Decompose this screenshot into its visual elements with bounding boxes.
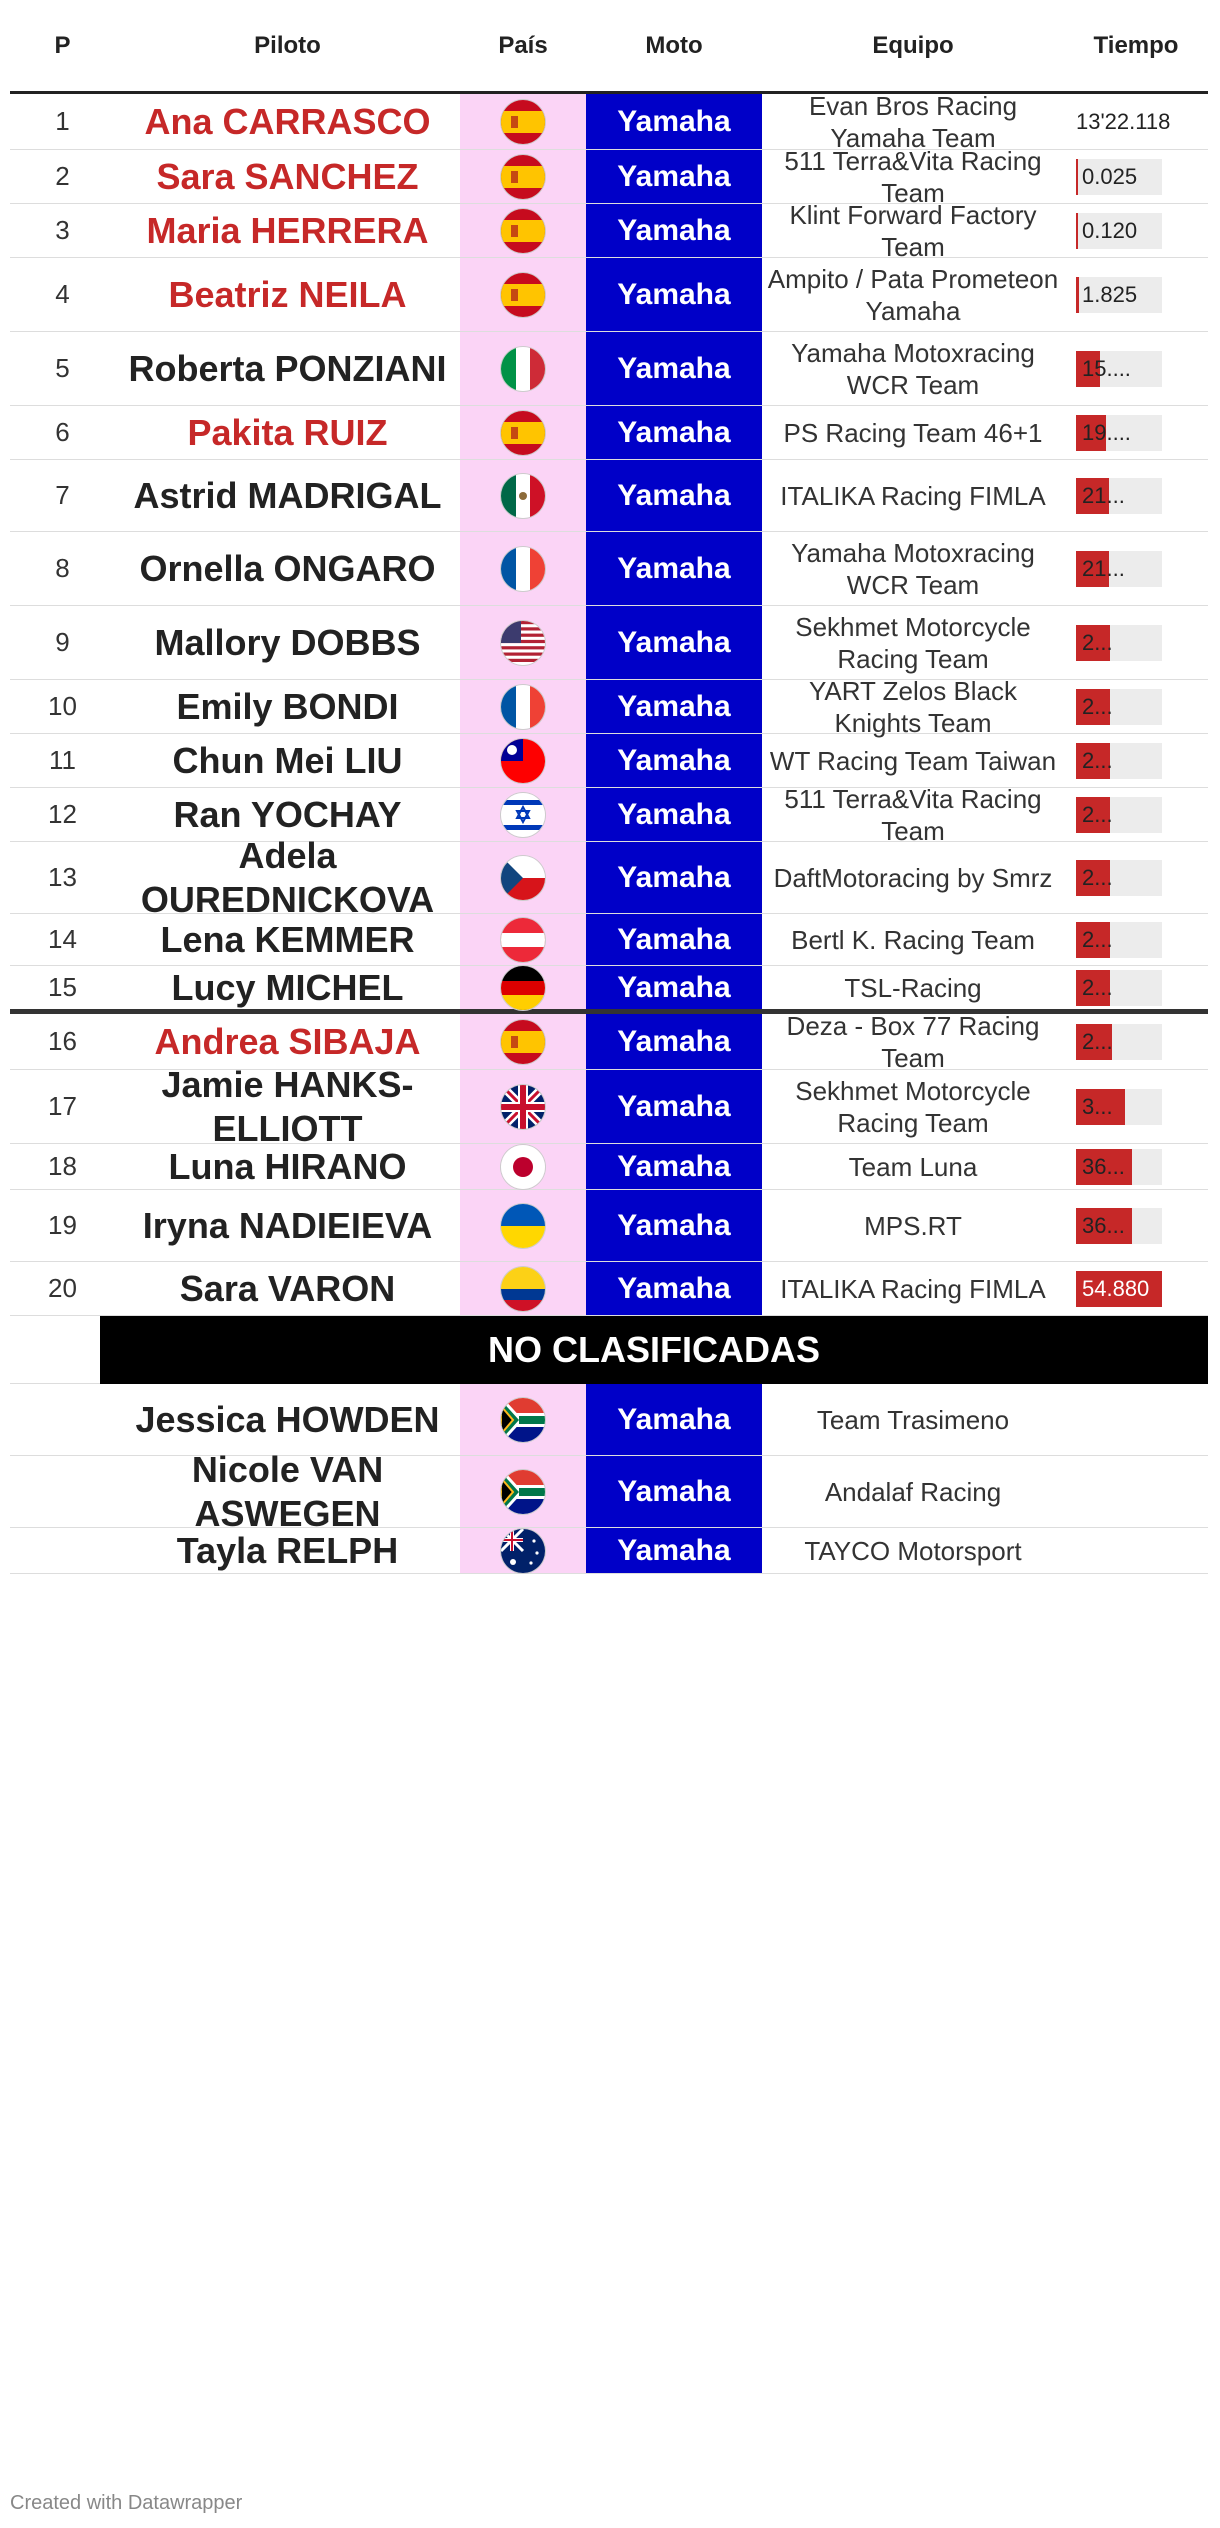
time-gap-bar	[1076, 1271, 1162, 1307]
country-cell	[460, 406, 586, 459]
france-flag-icon	[501, 547, 545, 591]
team-cell: Team Luna	[848, 1151, 978, 1182]
time-cell	[1064, 966, 1208, 1009]
bike-cell: Yamaha	[586, 150, 762, 203]
time-gap-bar	[1076, 1149, 1162, 1185]
team-cell: ITALIKA Racing FIMLA	[780, 480, 1046, 511]
time-cell	[1064, 258, 1208, 331]
rider-name: Pakita RUIZ	[187, 411, 388, 453]
time-gap-bar	[1076, 478, 1162, 514]
bike-cell: Yamaha	[586, 204, 762, 257]
time-value: 2...	[1082, 747, 1113, 773]
team-cell: 511 Terra&Vita Racing Team	[784, 145, 1042, 208]
bike-cell: Yamaha	[586, 788, 762, 841]
rider-name: Chun Mei LIU	[172, 739, 403, 781]
table-row	[10, 460, 1208, 532]
team-cell: Sekhmet Motorcycle Racing Team	[795, 1075, 1031, 1138]
time-gap-bar	[1076, 213, 1162, 249]
time-cell	[1064, 406, 1208, 459]
rider-name: Sara SANCHEZ	[156, 155, 419, 197]
rider-name: Mallory DOBBS	[154, 621, 421, 663]
country-cell	[460, 1262, 586, 1315]
spain-flag-icon	[501, 411, 545, 455]
colombia-flag-icon	[501, 1267, 545, 1311]
header-country[interactable]: País	[498, 31, 548, 59]
table-row	[10, 966, 1208, 1014]
position-cell: 9	[55, 627, 70, 657]
time-cell	[1064, 532, 1208, 605]
rider-name: Tayla RELPH	[176, 1529, 399, 1571]
time-gap-bar	[1076, 743, 1162, 779]
rider-name: Ran YOCHAY	[173, 793, 402, 835]
bike-cell: Yamaha	[586, 842, 762, 913]
team-cell: Ampito / Pata Prometeon Yamaha	[767, 263, 1059, 326]
time-value: 0.025	[1082, 163, 1138, 189]
time-cell	[1064, 1014, 1208, 1069]
header-position[interactable]: P	[54, 31, 71, 59]
time-value: 2...	[1082, 801, 1113, 827]
team-cell: Andalaf Racing	[824, 1476, 1002, 1507]
team-cell: Evan Bros Racing Yamaha Team	[808, 90, 1018, 153]
country-cell	[460, 1528, 586, 1573]
mexico-flag-icon	[501, 474, 545, 518]
position-cell: 4	[55, 279, 70, 309]
spain-flag-icon	[501, 1020, 545, 1064]
rider-name: Adela OUREDNICKOVA	[140, 834, 435, 920]
time-gap-bar	[1076, 159, 1162, 195]
time-value: 3...	[1082, 1093, 1113, 1119]
bike-cell: Yamaha	[586, 1190, 762, 1261]
time-cell	[1064, 460, 1208, 531]
position-cell: 20	[48, 1273, 77, 1303]
country-cell	[460, 680, 586, 733]
country-cell	[460, 788, 586, 841]
table-row	[10, 258, 1208, 332]
rider-name: Maria HERRERA	[146, 209, 429, 251]
time-cell	[1064, 332, 1208, 405]
bike-cell: Yamaha	[586, 1070, 762, 1143]
time-value: 21...	[1082, 555, 1125, 581]
bike-cell: Yamaha	[586, 734, 762, 787]
bike-cell: Yamaha	[586, 1384, 762, 1455]
country-cell	[460, 1384, 586, 1455]
time-gap-bar	[1076, 922, 1162, 958]
header-rider[interactable]: Piloto	[254, 31, 321, 59]
table-row	[10, 675, 1208, 738]
position-cell: 12	[48, 799, 77, 829]
header-team[interactable]: Equipo	[872, 31, 954, 59]
time-cell	[1064, 788, 1208, 841]
country-cell	[460, 1456, 586, 1527]
table-row	[10, 532, 1208, 606]
table-row	[10, 1384, 1208, 1456]
time-gap-bar	[1076, 415, 1162, 451]
bike-cell: Yamaha	[586, 258, 762, 331]
position-cell: 5	[55, 353, 70, 383]
rider-name: Lucy MICHEL	[171, 966, 404, 1008]
australia-flag-icon	[501, 1529, 545, 1573]
rider-name: Ana CARRASCO	[144, 100, 431, 142]
bike-cell: Yamaha	[586, 966, 762, 1009]
time-value: 0.120	[1082, 217, 1138, 243]
bike-cell: Yamaha	[586, 1456, 762, 1527]
country-cell	[460, 532, 586, 605]
team-cell: Team Trasimeno	[816, 1404, 1010, 1435]
bike-cell: Yamaha	[586, 914, 762, 965]
team-cell: ITALIKA Racing FIMLA	[780, 1273, 1046, 1304]
country-cell	[460, 94, 586, 149]
time-value: 1.825	[1082, 281, 1138, 307]
team-cell: Sekhmet Motorcycle Racing Team	[795, 611, 1031, 674]
team-cell: Yamaha Motoxracing WCR Team	[791, 537, 1035, 600]
position-cell: 6	[55, 417, 70, 447]
time-cell	[1064, 734, 1208, 787]
rider-name: Roberta PONZIANI	[128, 347, 447, 389]
rider-name: Beatriz NEILA	[168, 273, 407, 315]
rider-name: Sara VARON	[179, 1267, 396, 1309]
time-cell	[1064, 94, 1208, 149]
country-cell	[460, 1144, 586, 1189]
position-cell: 16	[48, 1026, 77, 1056]
time-value: 2...	[1082, 1028, 1113, 1054]
not-classified-banner	[10, 1316, 1208, 1384]
germany-flag-icon	[501, 966, 545, 1010]
bike-cell: Yamaha	[586, 94, 762, 149]
japan-flag-icon	[501, 1145, 545, 1189]
rider-name: Emily BONDI	[176, 685, 399, 727]
position-cell: 7	[55, 480, 70, 510]
time-gap-bar	[1076, 797, 1162, 833]
time-gap-bar	[1076, 625, 1162, 661]
table-row	[10, 1528, 1208, 1574]
time-cell	[1064, 1528, 1208, 1573]
time-value: 2...	[1082, 926, 1113, 952]
time-value: 36...	[1082, 1153, 1125, 1179]
country-cell	[460, 842, 586, 913]
time-gap-bar	[1076, 860, 1162, 896]
table-row	[10, 734, 1208, 788]
bike-cell: Yamaha	[586, 1262, 762, 1315]
time-gap-bar	[1076, 277, 1162, 313]
team-cell: Klint Forward Factory Team	[789, 199, 1037, 262]
spain-flag-icon	[501, 155, 545, 199]
time-cell	[1064, 842, 1208, 913]
not-classified-label: NO CLASIFICADAS	[100, 1316, 1208, 1384]
usa-flag-icon	[501, 621, 545, 665]
time-cell	[1064, 150, 1208, 203]
table-row	[10, 834, 1208, 920]
position-cell: 14	[48, 924, 77, 954]
time-value: 54.880	[1082, 1275, 1150, 1301]
bike-cell: Yamaha	[586, 460, 762, 531]
country-cell	[460, 204, 586, 257]
time-gap-bar	[1076, 551, 1162, 587]
rider-name: Jamie HANKS-ELLIOTT	[161, 1063, 414, 1149]
table-row	[10, 606, 1208, 680]
position-cell: 19	[48, 1210, 77, 1240]
country-cell	[460, 966, 586, 1009]
position-cell: 2	[55, 161, 70, 191]
time-gap-bar	[1076, 1208, 1162, 1244]
time-gap-bar	[1076, 689, 1162, 725]
team-cell: 511 Terra&Vita Racing Team	[784, 783, 1042, 846]
rider-name: Ornella ONGARO	[139, 547, 436, 589]
bike-cell: Yamaha	[586, 406, 762, 459]
header-bike[interactable]: Moto	[645, 31, 703, 59]
team-cell: TAYCO Motorsport	[804, 1535, 1022, 1566]
time-cell	[1064, 1190, 1208, 1261]
ukraine-flag-icon	[501, 1204, 545, 1248]
table-row	[10, 406, 1208, 460]
time-value: 15....	[1082, 355, 1131, 381]
country-cell	[460, 1070, 586, 1143]
position-cell: 1	[55, 106, 70, 136]
team-cell: WT Racing Team Taiwan	[769, 745, 1057, 776]
results-table	[10, 0, 1208, 1574]
austria-flag-icon	[501, 918, 545, 962]
position-cell: 15	[48, 972, 77, 1002]
italy-flag-icon	[501, 347, 545, 391]
position-cell: 17	[48, 1091, 77, 1121]
position-cell: 3	[55, 215, 70, 245]
time-cell	[1064, 1384, 1208, 1455]
team-cell: MPS.RT	[864, 1210, 962, 1241]
south-africa-flag-icon	[501, 1398, 545, 1442]
team-cell: Deza - Box 77 Racing Team	[786, 1010, 1040, 1073]
time-value: 2...	[1082, 864, 1113, 890]
time-cell	[1064, 1070, 1208, 1143]
table-row	[10, 914, 1208, 966]
time-value: 2...	[1082, 629, 1113, 655]
country-cell	[460, 460, 586, 531]
country-cell	[460, 150, 586, 203]
south-africa-flag-icon	[501, 1470, 545, 1514]
time-cell	[1064, 1456, 1208, 1527]
uk-flag-icon	[501, 1085, 545, 1129]
position-cell: 18	[48, 1151, 77, 1181]
table-row	[10, 145, 1208, 208]
position-cell: 13	[48, 862, 77, 892]
rider-name: Jessica HOWDEN	[135, 1398, 440, 1440]
rider-name: Nicole VAN ASWEGEN	[191, 1448, 384, 1534]
team-cell: DaftMotoracing by Smrz	[773, 862, 1053, 893]
bike-cell: Yamaha	[586, 532, 762, 605]
bike-cell: Yamaha	[586, 332, 762, 405]
team-cell: PS Racing Team 46+1	[783, 417, 1043, 448]
time-cell	[1064, 1144, 1208, 1189]
time-gap-bar	[1076, 1024, 1162, 1060]
spain-flag-icon	[501, 100, 545, 144]
team-cell: Yamaha Motoxracing WCR Team	[791, 337, 1035, 400]
time-gap-bar	[1076, 351, 1162, 387]
time-gap-bar	[1076, 970, 1162, 1006]
france-flag-icon	[501, 685, 545, 729]
time-cell	[1064, 204, 1208, 257]
time-gap-bar	[1076, 1089, 1162, 1125]
rider-name: Lena KEMMER	[160, 918, 415, 960]
rider-name: Andrea SIBAJA	[154, 1020, 421, 1062]
country-cell	[460, 332, 586, 405]
time-value: 19....	[1082, 419, 1131, 445]
table-row	[10, 1190, 1208, 1262]
time-value: 13'22.118	[1076, 108, 1171, 134]
time-value: 21...	[1082, 482, 1125, 508]
table-row	[10, 1144, 1208, 1190]
team-cell: YART Zelos Black Knights Team	[808, 675, 1018, 738]
time-cell	[1064, 606, 1208, 679]
taiwan-flag-icon	[501, 739, 545, 783]
team-cell: Bertl K. Racing Team	[791, 924, 1035, 955]
country-cell	[460, 1014, 586, 1069]
table-row	[10, 332, 1208, 406]
country-cell	[460, 914, 586, 965]
bike-cell: Yamaha	[586, 606, 762, 679]
time-value: 2...	[1082, 693, 1113, 719]
bike-cell: Yamaha	[586, 680, 762, 733]
table-row	[10, 1063, 1208, 1149]
table-body	[10, 90, 1208, 1574]
table-row	[10, 1448, 1208, 1534]
country-cell	[460, 1190, 586, 1261]
table-row	[10, 90, 1208, 153]
time-cell	[1064, 680, 1208, 733]
time-value: 2...	[1082, 974, 1113, 1000]
spain-flag-icon	[501, 273, 545, 317]
country-cell	[460, 606, 586, 679]
time-value: 36...	[1082, 1212, 1125, 1238]
position-cell: 8	[55, 553, 70, 583]
israel-flag-icon	[501, 793, 545, 837]
position-cell: 10	[48, 691, 77, 721]
table-row	[10, 199, 1208, 262]
country-cell	[460, 258, 586, 331]
position-cell: 11	[49, 745, 76, 775]
country-cell	[460, 734, 586, 787]
bike-cell: Yamaha	[586, 1528, 762, 1573]
time-cell	[1064, 914, 1208, 965]
team-cell: TSL-Racing	[844, 972, 982, 1003]
footer-credit[interactable]: Created with Datawrapper	[10, 2492, 243, 2514]
spain-flag-icon	[501, 209, 545, 253]
bike-cell: Yamaha	[586, 1144, 762, 1189]
czech-flag-icon	[501, 856, 545, 900]
rider-name: Iryna NADIEIEVA	[142, 1204, 433, 1246]
rider-name: Astrid MADRIGAL	[133, 474, 442, 516]
table-row	[10, 1262, 1208, 1316]
header-time[interactable]: Tiempo	[1093, 31, 1179, 59]
bike-cell: Yamaha	[586, 1014, 762, 1069]
time-cell	[1064, 1262, 1208, 1315]
rider-name: Luna HIRANO	[168, 1145, 407, 1187]
table-header	[10, 0, 1208, 94]
